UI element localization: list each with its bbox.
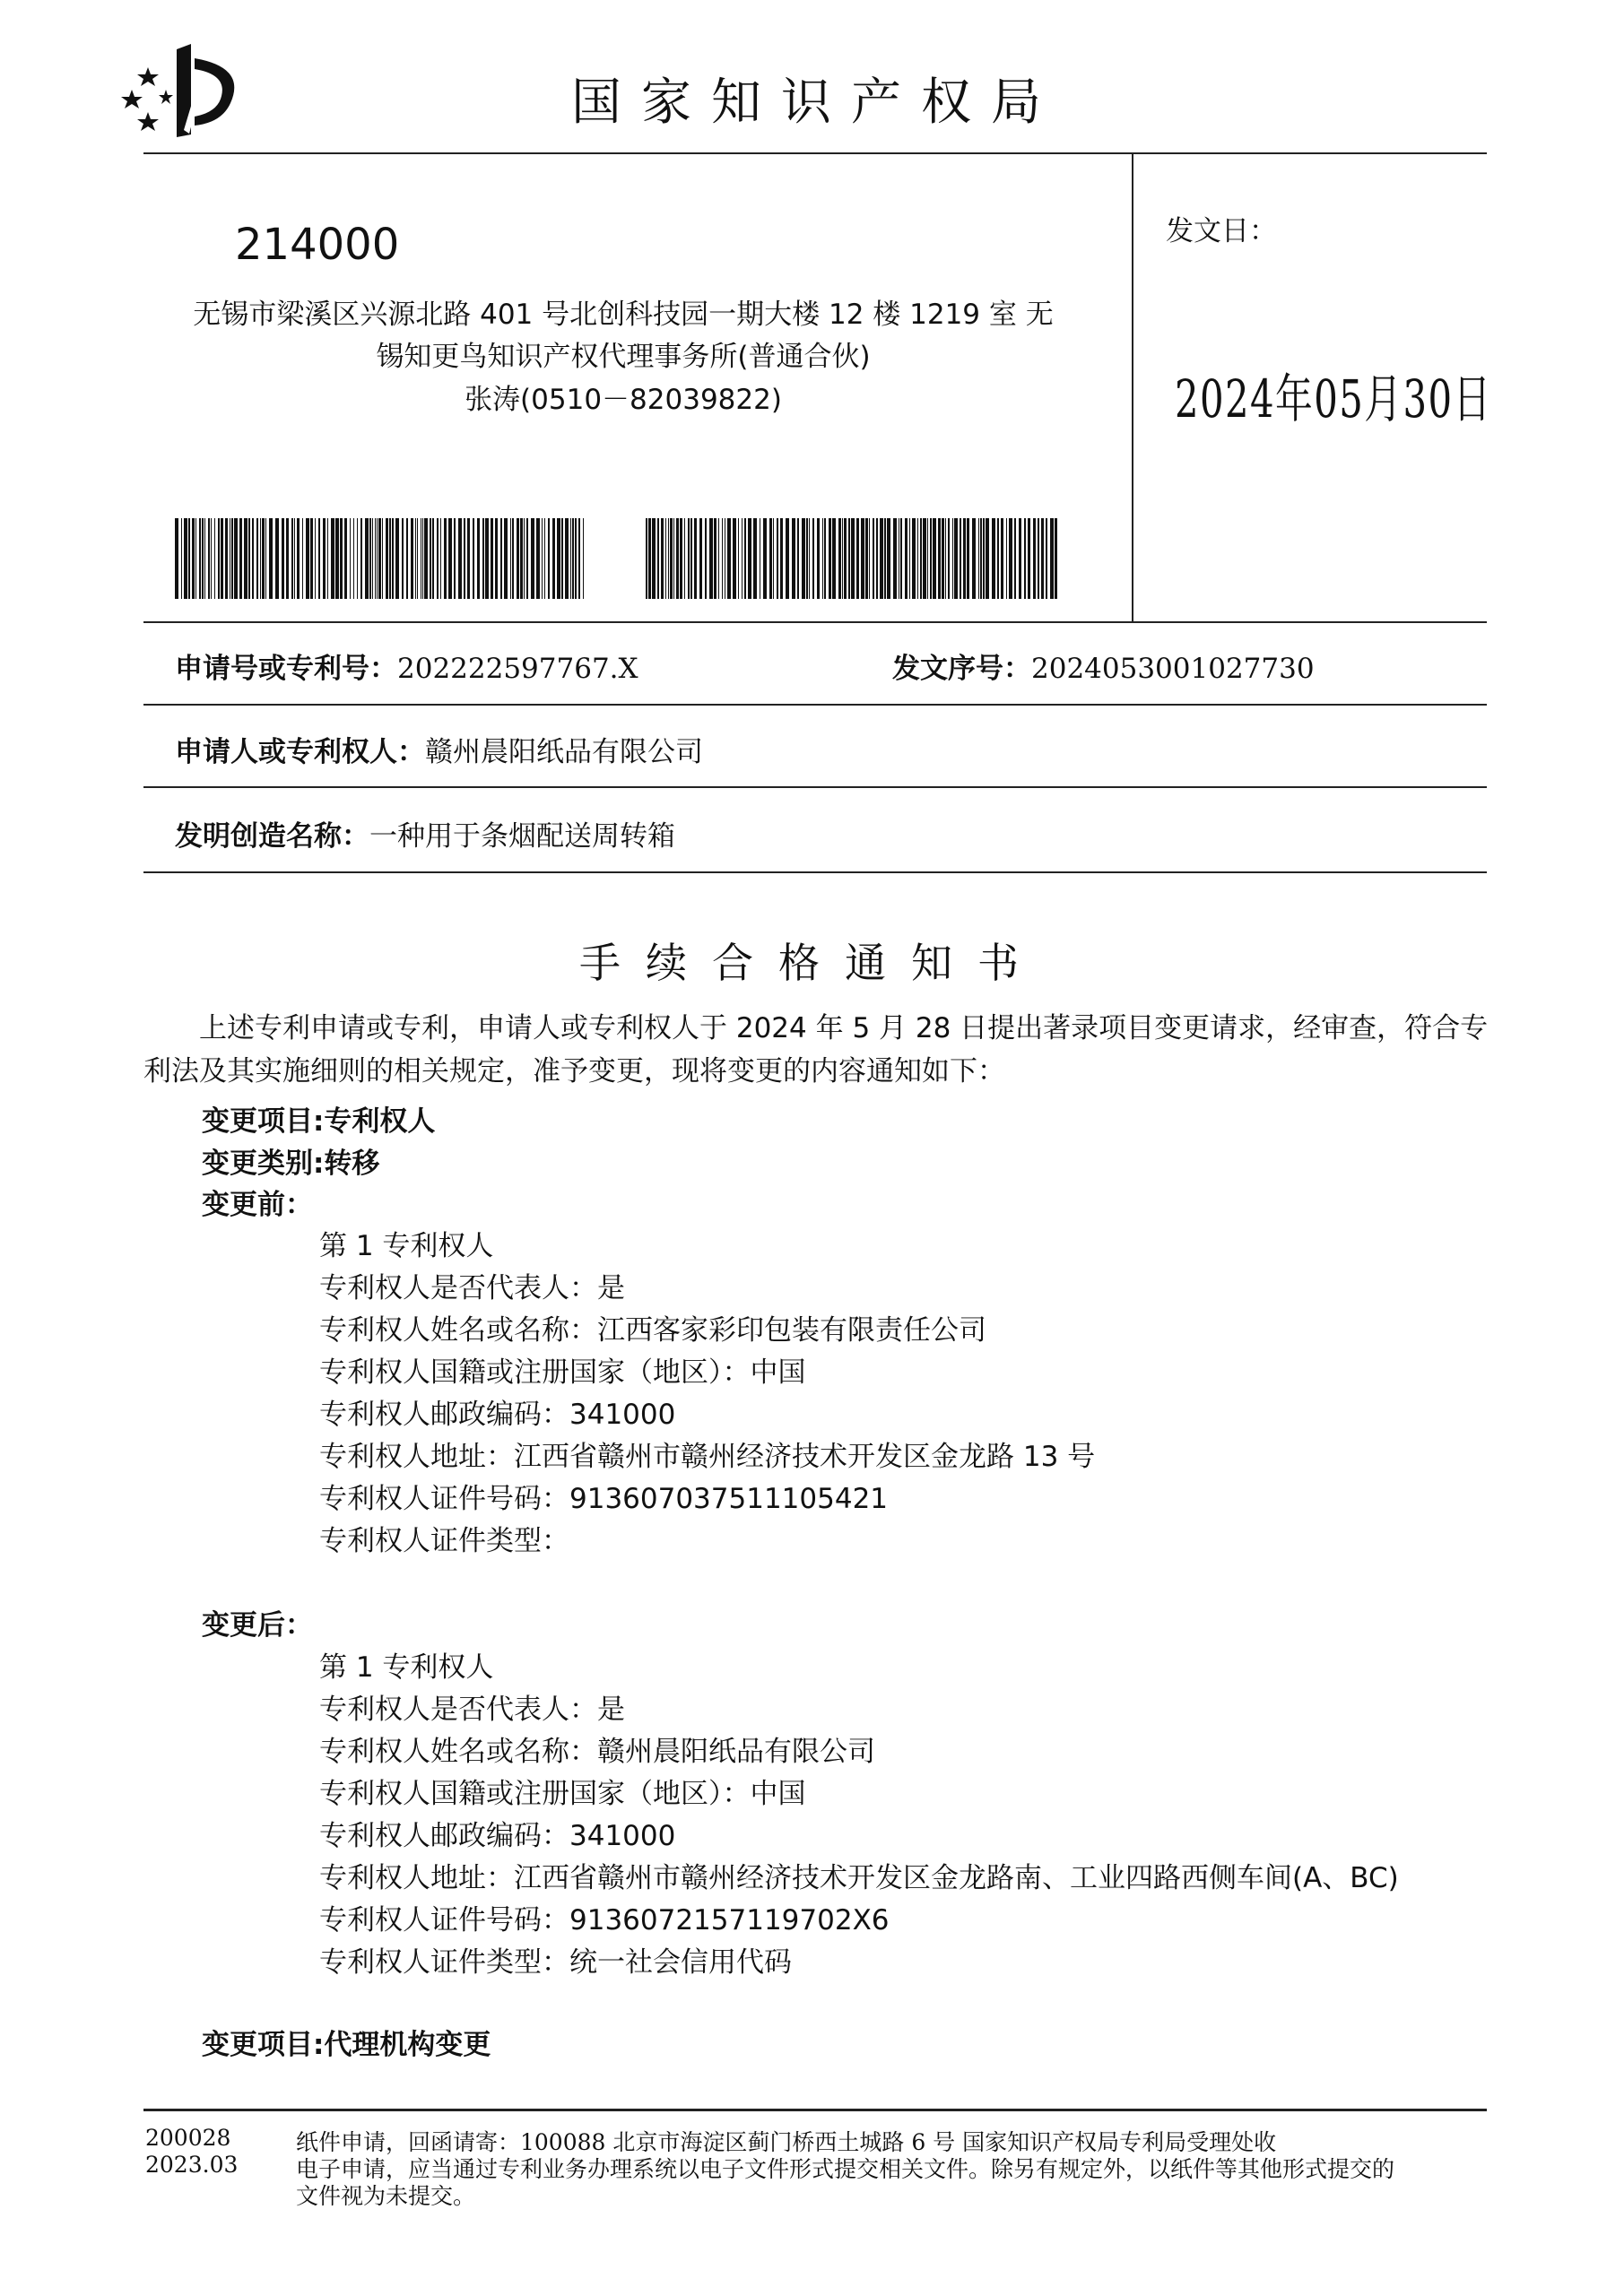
- application-number-row: [175, 645, 638, 686]
- applicant-name: 赣州晨阳纸品有限公司: [425, 736, 703, 768]
- invention-row: [175, 813, 675, 853]
- notice-intro-line-1: 上述专利申请或专利，申请人或专利权人于 2024 年 5 月 28 日提出著录项目变更请求，经审查，符合专: [199, 1012, 1489, 1044]
- notice-title: 手续合格通知书: [579, 939, 1044, 987]
- divider: [143, 704, 1487, 706]
- before-item: 专利权人邮政编码：341000: [319, 1399, 676, 1431]
- divider: [143, 786, 1487, 788]
- before-item: 第 1 专利权人: [319, 1230, 494, 1262]
- divider: [143, 621, 1487, 623]
- after-label: 变更后：: [202, 1609, 313, 1642]
- issue-date-label: 发文日：: [1166, 215, 1277, 247]
- header-divider: [143, 152, 1487, 154]
- cnipa-logo-icon: [121, 40, 247, 139]
- after-item: 专利权人证件类型：统一社会信用代码: [319, 1946, 792, 1979]
- document-number-label: 发文序号：: [892, 653, 1031, 685]
- divider: [143, 871, 1487, 873]
- barcode-right: [646, 518, 1058, 599]
- before-label: 变更前：: [202, 1189, 313, 1221]
- footer-line-2: 电子申请，应当通过专利业务办理系统以电子文件形式提交相关文件。除另有规定外，以纸件等其他形式提交的: [296, 2156, 1395, 2182]
- before-item: 专利权人姓名或名称：江西客家彩印包装有限责任公司: [319, 1314, 986, 1347]
- change-type: 变更类别:转移: [202, 1148, 380, 1180]
- application-number: 202222597767.X: [397, 653, 638, 685]
- invention-name: 一种用于条烟配送周转箱: [369, 820, 675, 853]
- recipient-address-line-2: 锡知更鸟知识产权代理事务所(普通合伙): [376, 341, 871, 373]
- after-item: 专利权人国籍或注册国家（地区）：中国: [319, 1778, 806, 1810]
- applicant-label: 申请人或专利权人：: [175, 736, 425, 768]
- recipient-address-line-3: 张涛(0510－82039822): [465, 384, 782, 416]
- change-item-agency: 变更项目:代理机构变更: [202, 2029, 491, 2061]
- office-title: 国家知识产权局: [571, 74, 1061, 132]
- after-item: 第 1 专利权人: [319, 1651, 494, 1684]
- after-item: 专利权人证件号码：9136072157119702X6: [319, 1904, 890, 1936]
- after-item: 专利权人地址：江西省赣州市赣州经济技术开发区金龙路南、工业四路西侧车间(A、BC): [319, 1862, 1399, 1894]
- invention-label: 发明创造名称：: [175, 820, 369, 853]
- application-number-label: 申请号或专利号：: [175, 653, 397, 685]
- applicant-row: [175, 729, 703, 769]
- header-vertical-divider: [1132, 154, 1133, 622]
- before-item: 专利权人证件号码：913607037511105421: [319, 1483, 889, 1515]
- notice-intro-line-2: 利法及其实施细则的相关规定，准予变更，现将变更的内容通知如下：: [143, 1055, 1005, 1087]
- before-item: 专利权人证件类型：: [319, 1525, 569, 1557]
- after-item: 专利权人姓名或名称：赣州晨阳纸品有限公司: [319, 1736, 875, 1768]
- footer-form-version: 2023.03: [145, 2152, 239, 2178]
- after-item: 专利权人是否代表人：是: [319, 1694, 625, 1726]
- issue-date-value: 2024年05月30日: [1175, 368, 1492, 429]
- footer-line-3: 文件视为未提交。: [296, 2183, 476, 2209]
- change-item: 变更项目:专利权人: [202, 1105, 436, 1138]
- after-item: 专利权人邮政编码：341000: [319, 1820, 676, 1852]
- recipient-address-line-1: 无锡市梁溪区兴源北路 401 号北创科技园一期大楼 12 楼 1219 室 无: [193, 299, 1054, 331]
- before-item: 专利权人地址：江西省赣州市赣州经济技术开发区金龙路 13 号: [319, 1441, 1096, 1473]
- recipient-postcode: 214000: [235, 220, 400, 270]
- document-number: 2024053001027730: [1031, 653, 1315, 685]
- document-number-row: [892, 645, 1315, 686]
- barcode-left: [175, 518, 587, 599]
- footer-form-code: 200028: [145, 2125, 231, 2151]
- footer-line-1: 纸件申请，回函请寄：100088 北京市海淀区蓟门桥西土城路 6 号 国家知识产权局专利局受理处收: [296, 2129, 1277, 2155]
- before-item: 专利权人是否代表人：是: [319, 1272, 625, 1304]
- footer-divider: [143, 2109, 1487, 2111]
- before-item: 专利权人国籍或注册国家（地区）：中国: [319, 1356, 806, 1389]
